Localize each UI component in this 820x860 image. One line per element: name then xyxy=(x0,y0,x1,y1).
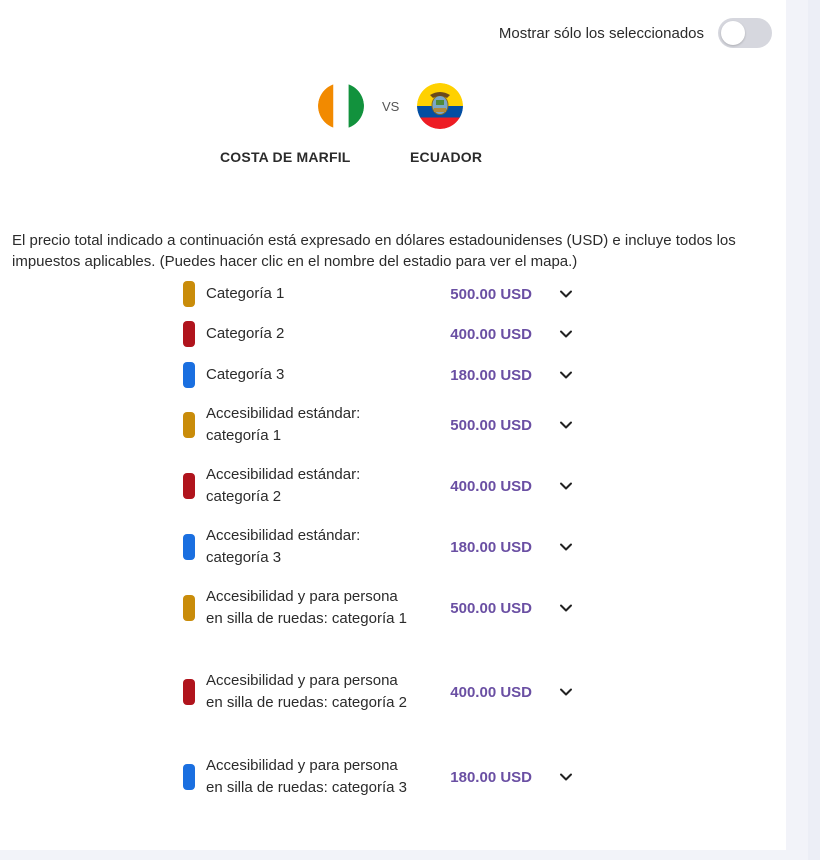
category-row[interactable] xyxy=(183,321,574,347)
chevron-down-icon[interactable] xyxy=(558,600,574,616)
category-price: 180.00 USD xyxy=(450,538,532,556)
category-row[interactable] xyxy=(183,362,574,388)
category-name: Accesibilidad estándar: categoría 2 xyxy=(206,466,361,505)
category-row[interactable] xyxy=(183,464,574,508)
vs-label: VS xyxy=(382,98,400,114)
category-row[interactable] xyxy=(183,755,574,799)
category-color-swatch xyxy=(183,281,195,307)
category-color-swatch xyxy=(183,362,195,388)
category-name: Accesibilidad y para persona en silla de ruedas: categoría 3 xyxy=(206,757,407,796)
ecuador-flag-icon xyxy=(417,83,463,129)
category-row[interactable] xyxy=(183,586,574,630)
category-price: 400.00 USD xyxy=(450,683,532,701)
category-color-swatch xyxy=(183,679,195,705)
category-name: Accesibilidad y para persona en silla de ruedas: categoría 2 xyxy=(206,672,407,711)
chevron-down-icon[interactable] xyxy=(558,417,574,433)
ivory-coast-flag-icon xyxy=(318,83,364,129)
chevron-down-icon[interactable] xyxy=(558,539,574,555)
category-name: Categoría 3 xyxy=(206,366,285,383)
home-team-name: COSTA DE MARFIL xyxy=(220,149,351,165)
category-row[interactable] xyxy=(183,281,574,307)
toggle-knob xyxy=(721,21,745,45)
category-name: Accesibilidad estándar: categoría 3 xyxy=(206,527,361,566)
category-color-swatch xyxy=(183,412,195,438)
category-name: Accesibilidad estándar: categoría 1 xyxy=(206,405,361,444)
category-price: 400.00 USD xyxy=(450,325,532,343)
category-color-swatch xyxy=(183,473,195,499)
show-selected-filter xyxy=(499,18,772,48)
category-price: 500.00 USD xyxy=(450,416,532,434)
category-name: Categoría 1 xyxy=(206,285,285,302)
category-price: 180.00 USD xyxy=(450,768,532,786)
category-name: Accesibilidad y para persona en silla de ruedas: categoría 1 xyxy=(206,588,407,627)
category-name: Categoría 2 xyxy=(206,325,285,342)
chevron-down-icon[interactable] xyxy=(558,684,574,700)
category-color-swatch xyxy=(183,534,195,560)
chevron-down-icon[interactable] xyxy=(558,326,574,342)
category-price: 180.00 USD xyxy=(450,366,532,384)
category-row[interactable] xyxy=(183,670,574,714)
chevron-down-icon[interactable] xyxy=(558,286,574,302)
category-price: 400.00 USD xyxy=(450,477,532,495)
chevron-down-icon[interactable] xyxy=(558,367,574,383)
category-price: 500.00 USD xyxy=(450,285,532,303)
category-price: 500.00 USD xyxy=(450,599,532,617)
chevron-down-icon[interactable] xyxy=(558,478,574,494)
show-selected-label: Mostrar sólo los seleccionados xyxy=(498,24,704,42)
price-info-text: El precio total indicado a continuación está expresado en dólares estadounidenses (USD) e incluye todos los impuestos aplicables. (Puedes hacer clic en el nombre del estadio para ver el mapa.) xyxy=(12,232,736,270)
category-row[interactable] xyxy=(183,403,574,447)
match-flags xyxy=(318,83,463,129)
chevron-down-icon[interactable] xyxy=(558,769,574,785)
category-color-swatch xyxy=(183,595,195,621)
away-team-name: ECUADOR xyxy=(410,149,483,165)
category-row[interactable] xyxy=(183,525,574,569)
show-selected-toggle[interactable] xyxy=(718,18,772,48)
category-color-swatch xyxy=(183,764,195,790)
category-color-swatch xyxy=(183,321,195,347)
page-scroll-gutter xyxy=(808,0,820,860)
